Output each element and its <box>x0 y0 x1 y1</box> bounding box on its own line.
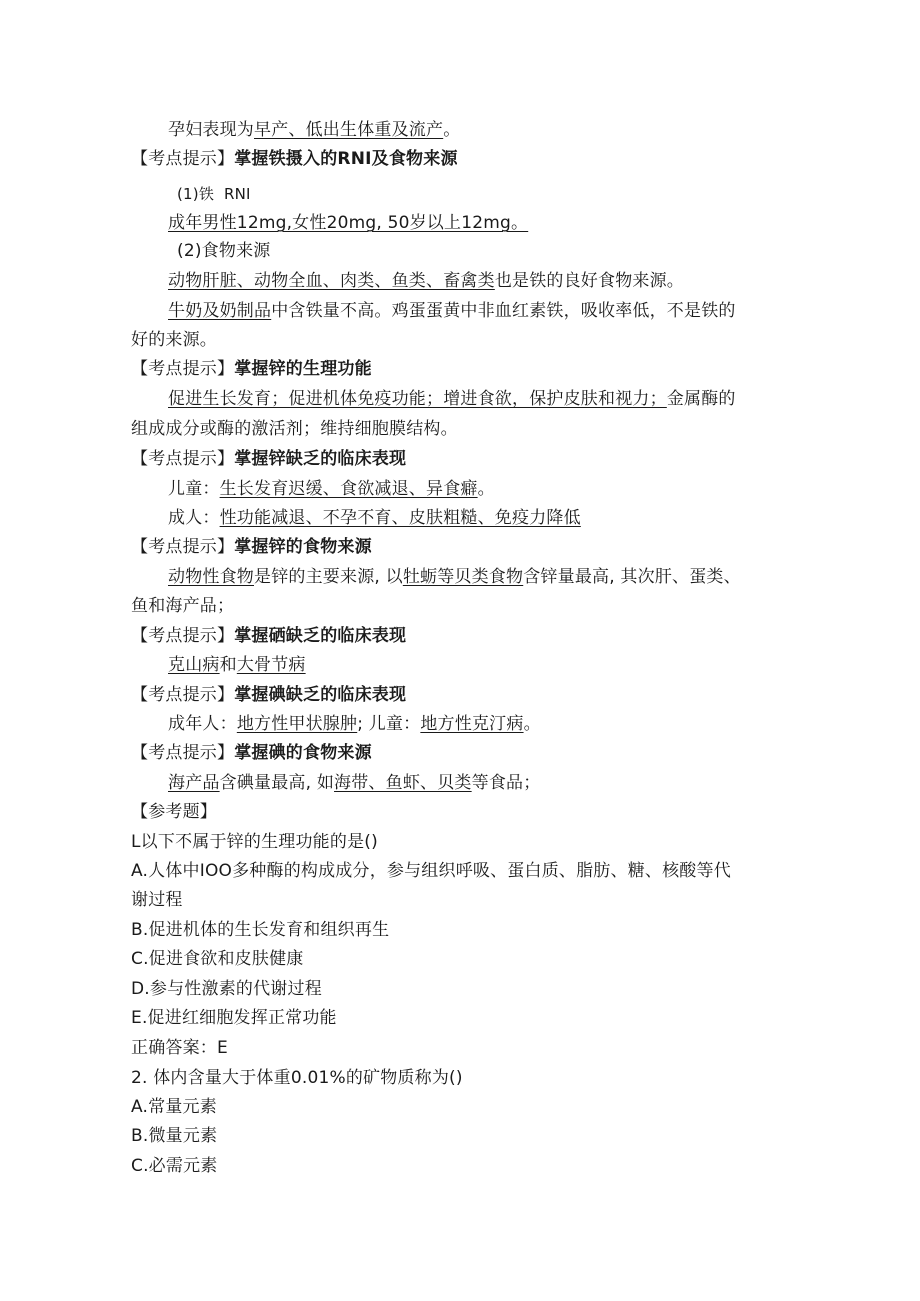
option-c: C.必需元素 <box>131 1156 218 1176</box>
option-c: C.促进食欲和皮肤健康 <box>131 949 304 969</box>
answer: 正确答案：E <box>131 1038 228 1058</box>
text-line: 好的来源。 <box>131 330 217 350</box>
text-line: 克山病和大骨节病 <box>168 655 306 675</box>
question-stem: L以下不属于锌的生理功能的是() <box>131 832 378 852</box>
text-line: 牛奶及奶制品中含铁量不高。鸡蛋蛋黄中非血红素铁，吸收率低，不是铁的 <box>168 301 736 321</box>
option-d: D.参与性激素的代谢过程 <box>131 979 322 999</box>
section-heading: 【考点提示】掌握硒缺乏的临床表现 <box>131 626 407 646</box>
option-b: B.微量元素 <box>131 1126 218 1146</box>
option-a: A.常量元素 <box>131 1097 217 1117</box>
section-heading: 【考点提示】掌握铁摄入的RNI及食物来源 <box>131 149 458 169</box>
option-e: E.促进红细胞发挥正常功能 <box>131 1008 337 1028</box>
text-line: (1)铁 RNI <box>177 185 251 203</box>
question-stem: 2. 体内含量大于体重0.01%的矿物质称为() <box>131 1068 463 1088</box>
text-line: (2)食物来源 <box>177 241 271 261</box>
text-line: 鱼和海产品； <box>131 596 235 616</box>
text-line: 成年男性12mg,女性20mg, 50岁以上12mg。 <box>168 213 529 233</box>
section-heading: 【考点提示】掌握锌的食物来源 <box>131 537 372 557</box>
text-line: 孕妇表现为早产、低出生体重及流产。 <box>168 120 461 140</box>
text-line: 成年人：地方性甲状腺肿; 儿童：地方性克汀病。 <box>168 714 541 734</box>
section-heading: 【参考题】 <box>131 802 217 822</box>
text-line: 组成成分或酶的激活剂；维持细胞膜结构。 <box>131 419 458 439</box>
option-a: A.人体中IOO多种酶的构成成分，参与组织呼吸、蛋白质、脂肪、糖、核酸等代 <box>131 861 731 881</box>
text-line: 成人：性功能减退、不孕不育、皮肤粗糙、免疫力降低 <box>168 508 581 528</box>
text-line: 动物肝脏、动物全血、肉类、鱼类、畜禽类也是铁的良好食物来源。 <box>168 271 685 291</box>
option-b: B.促进机体的生长发育和组织再生 <box>131 920 390 940</box>
text-line: 谢过程 <box>131 890 183 910</box>
section-heading: 【考点提示】掌握碘的食物来源 <box>131 743 372 763</box>
text-line: 促进生长发育；促进机体免疫功能；增进食欲，保护皮肤和视力；金属酶的 <box>168 389 736 409</box>
text-line: 动物性食物是锌的主要来源, 以牡蛎等贝类食物含锌量最高, 其次肝、蛋类、 <box>168 567 741 587</box>
section-heading: 【考点提示】掌握锌缺乏的临床表现 <box>131 449 407 469</box>
section-heading: 【考点提示】掌握碘缺乏的临床表现 <box>131 685 407 705</box>
text-line: 儿童：生长发育迟缓、食欲减退、异食癖。 <box>168 479 495 499</box>
section-heading: 【考点提示】掌握锌的生理功能 <box>131 359 372 379</box>
text-line: 海产品含碘量最高, 如海带、鱼虾、贝类等食品； <box>168 773 541 793</box>
